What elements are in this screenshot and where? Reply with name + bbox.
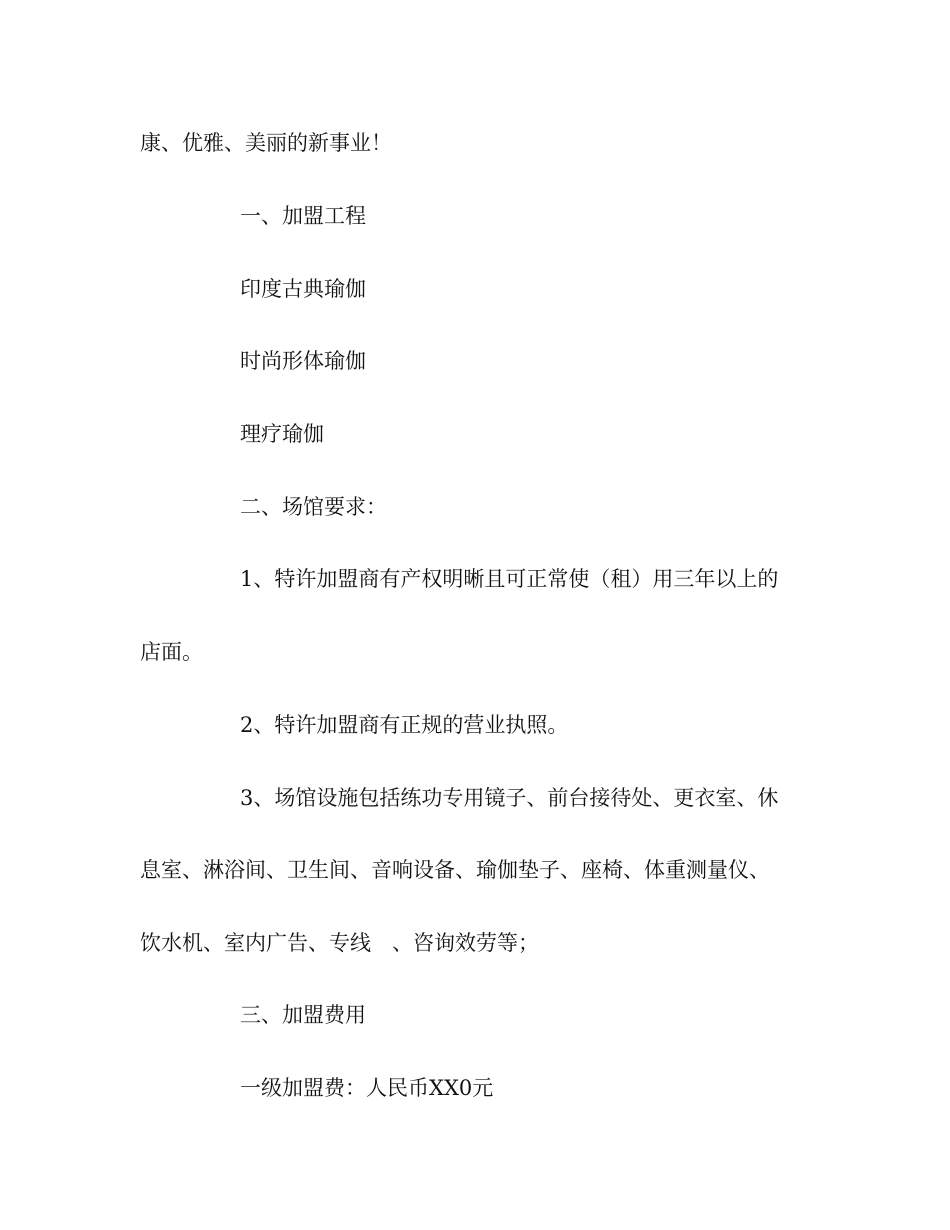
paragraph-line: 店面。 [140, 640, 203, 664]
paragraph-line: 饮水机、室内广告、专线 、咨询效劳等； [140, 931, 539, 955]
section-heading: 三、加盟费用 [240, 1003, 366, 1027]
paragraph-line: 2、特许加盟商有正规的营业执照。 [240, 713, 569, 737]
section-heading: 二、场馆要求： [240, 495, 387, 519]
paragraph-line: 1、特许加盟商有产权明晰且可正常使（租）用三年以上的 [240, 567, 779, 591]
list-item: 时尚形体瑜伽 [240, 349, 366, 373]
list-item: 印度古典瑜伽 [240, 277, 366, 301]
paragraph-line: 一级加盟费：人民币XX0元 [240, 1076, 494, 1100]
section-heading: 一、加盟工程 [240, 204, 366, 228]
paragraph-line: 3、场馆设施包括练功专用镜子、前台接待处、更衣室、休 [240, 786, 779, 810]
paragraph-line: 康、优雅、美丽的新事业！ [140, 131, 392, 155]
list-item: 理疗瑜伽 [240, 422, 324, 446]
paragraph-line: 息室、淋浴间、卫生间、音响设备、瑜伽垫子、座椅、体重测量仪、 [140, 858, 770, 882]
